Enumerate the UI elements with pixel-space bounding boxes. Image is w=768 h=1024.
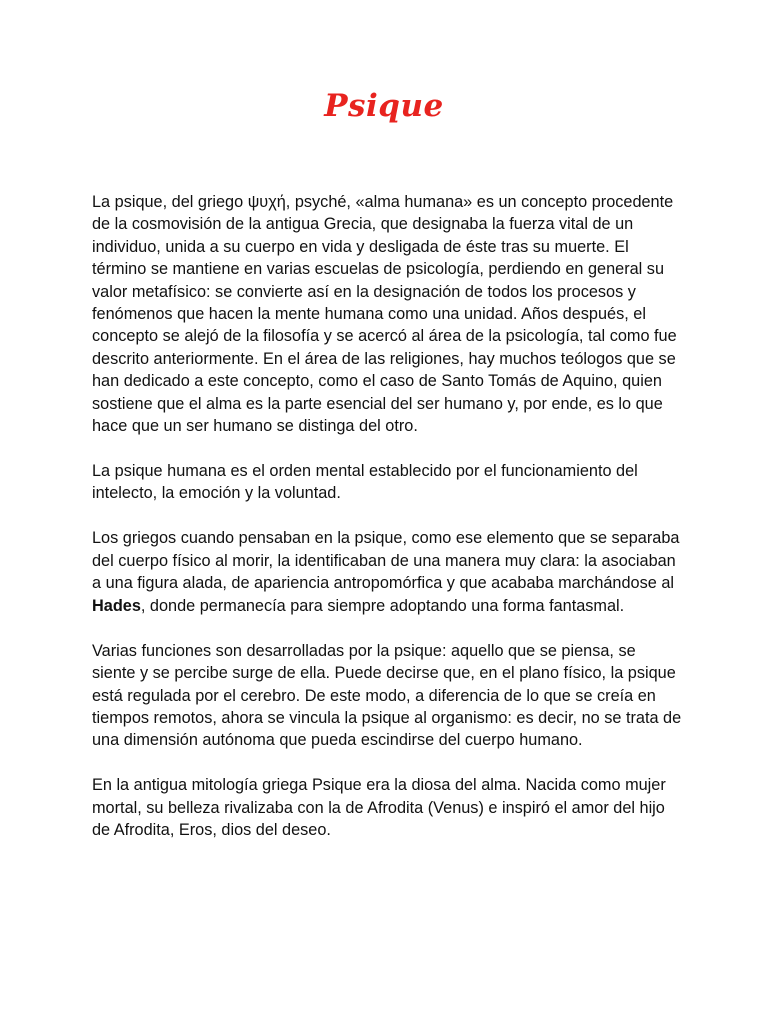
hades-bold-term: Hades [92, 596, 141, 615]
paragraph-3-text-start: Los griegos cuando pensaban en la psique, como ese elemento que se separaba del cuerpo físico al morir, la identificaban de una manera muy clara: la asociaban a una figura alada, de apariencia antropomórfica y que acababa marchándose al [92, 529, 680, 593]
paragraph-1: La psique, del griego ψυχή, psyché, «alma humana» es un concepto procedente de la cosmovisión de la antigua Grecia, que designaba la fuerza vital de un individuo, unida a su cuerpo en vida y desligada de éste tras su muerte. El término se mantiene en varias escuelas de psicología, perdiendo en general su valor metafísico: se convierte así en la designación de todos los procesos y fenómenos que hacen la mente humana como una unidad. Años después, el concepto se alejó de la filosofía y se acercó al área de la psicología, tal como fue descrito anteriormente. En el área de las religiones, hay muchos teólogos que se han dedicado a este concepto, como el caso de Santo Tomás de Aquino, quien sostiene que el alma es la parte esencial del ser humano y, por ende, es lo que hace que un ser humano se distinga del otro. [92, 193, 677, 436]
paragraph-2: La psique humana es el orden mental establecido por el funcionamiento del intelecto, la emoción y la voluntad. [92, 462, 638, 503]
paragraph-3-text-end: , donde permanecía para siempre adoptando una forma fantasmal. [140, 596, 625, 615]
page-title: Psique [324, 88, 444, 124]
document-body [92, 191, 682, 864]
paragraph-3 [92, 527, 682, 617]
paragraph-5: En la antigua mitología griega Psique era la diosa del alma. Nacida como mujer mortal, su belleza rivalizaba con la de Afrodita (Venus) e inspiró el amor del hijo de Afrodita, Eros, dios del deseo. [92, 776, 666, 840]
paragraph-4: Varias funciones son desarrolladas por la psique: aquello que se piensa, se siente y se percibe surge de ella. Puede decirse que, en el plano físico, la psique está regulada por el cerebro. De este modo, a diferencia de lo que se creía en tiempos remotos, ahora se vincula la psique al organismo: es decir, no se trata de una dimensión autónoma que pueda escindirse del cuerpo humano. [92, 641, 682, 750]
